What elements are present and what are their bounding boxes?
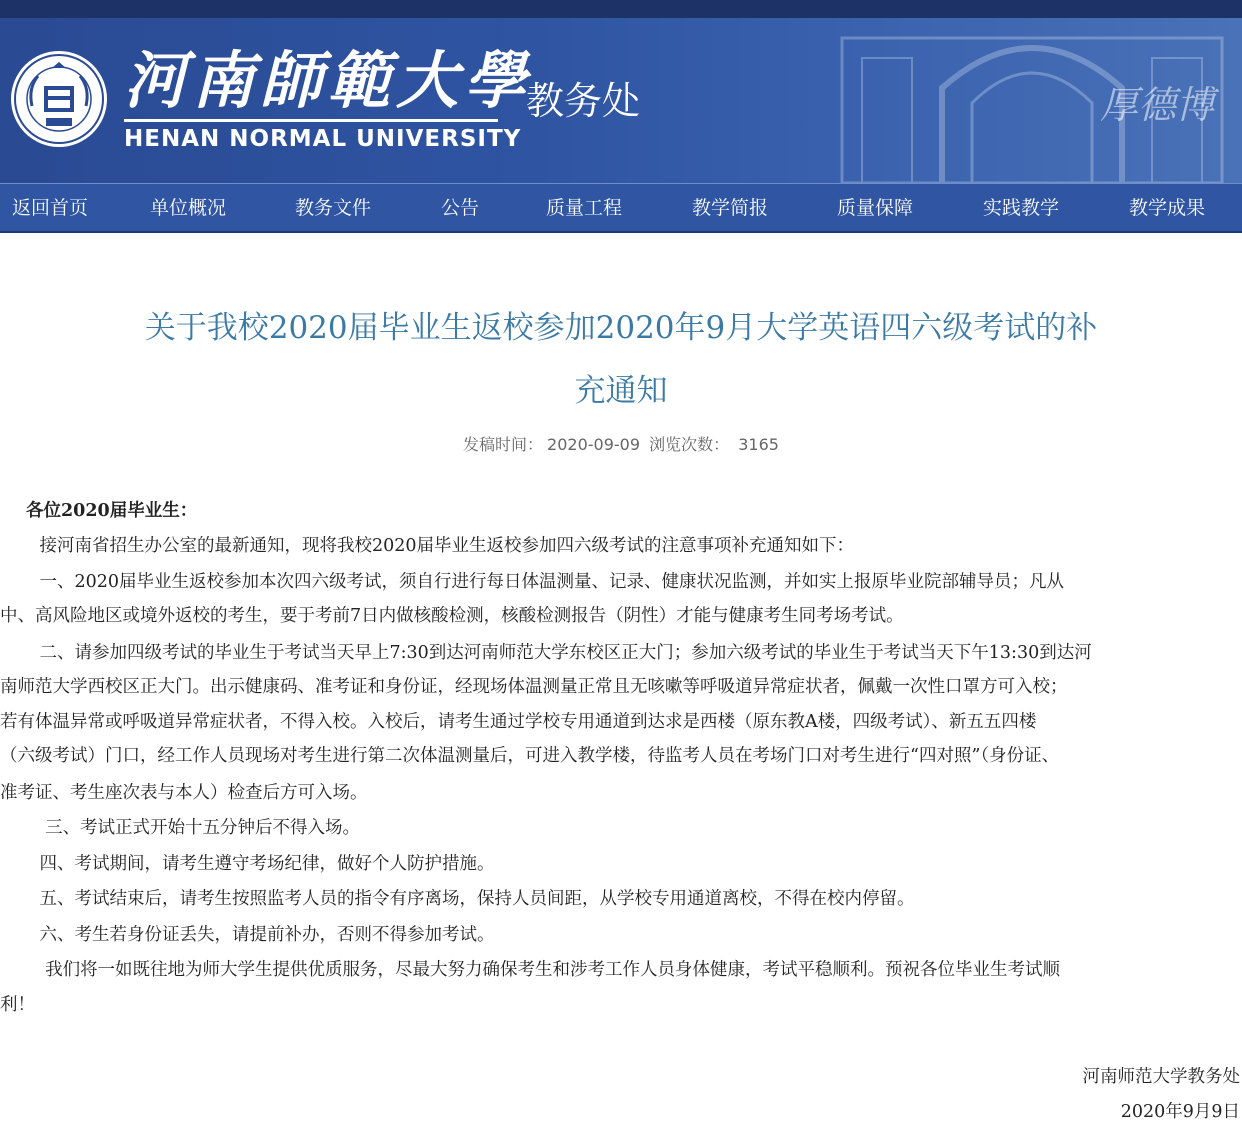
paragraph-2-line-5: 准考证、考生座次表与本人）检查后方可入场。 <box>0 783 368 803</box>
nav-item-home[interactable]: 返回首页 <box>12 197 89 219</box>
paragraph-2-line-4: （六级考试）门口，经工作人员现场对考生进行第二次体温测量后，可进入教学楼，待监考人员在考场门口对考生进行“四对照”（身份证、 <box>0 746 1060 766</box>
department-name: 教务处 <box>526 79 641 123</box>
nav-item-announcements[interactable]: 公告 <box>441 197 480 219</box>
top-strip <box>0 0 1242 18</box>
greeting: 各位2020届毕业生： <box>26 501 198 521</box>
publish-date-label: 发稿时间： <box>463 435 544 454</box>
paragraph-intro: 接河南省招生办公室的最新通知，现将我校2020届毕业生返校参加四六级考试的注意事项补充通知如下： <box>22 536 855 556</box>
university-logo-chinese: 河南師範大學 <box>124 44 533 117</box>
article-meta <box>0 433 1242 457</box>
closing-line-2: 利！ <box>0 995 35 1015</box>
paragraph-3: 三、考试正式开始十五分钟后不得入场。 <box>22 818 361 838</box>
paragraph-2-line-1: 二、请参加四级考试的毕业生于考试当天早上7:30到达河南师范大学东校区正大门；参加六级考试的毕业生于考试当天下午13:30到达河 <box>22 643 1092 663</box>
nav-item-quality-assurance[interactable]: 质量保障 <box>837 197 914 219</box>
closing-line-1: 我们将一如既往地为师大学生提供优质服务，尽最大努力确保考生和涉考工作人员身体健康，考试平稳顺利。预祝各位毕业生考试顺 <box>22 960 1061 980</box>
nav-item-teaching-bulletin[interactable]: 教学简报 <box>692 197 769 219</box>
paragraph-1-line-1: 一、2020届毕业生返校参加本次四六级考试，须自行进行每日体温测量、记录、健康状况监测，并如实上报原毕业院部辅导员；凡从 <box>22 572 1065 592</box>
paragraph-4: 四、考试期间，请考生遵守考场纪律，做好个人防护措施。 <box>22 854 495 874</box>
nav-item-overview[interactable]: 单位概况 <box>150 197 227 219</box>
signature: 河南师范大学教务处 <box>1082 1067 1240 1087</box>
paragraph-1-line-2: 中、高风险地区或境外返校的考生，要于考前7日内做核酸检测，核酸检测报告（阴性）才能与健康考生同考场考试。 <box>0 606 904 626</box>
university-logo-english: HENAN NORMAL UNIVERSITY <box>124 126 522 152</box>
paragraph-2-line-3: 若有体温异常或呼吸道异常症状者，不得入校。入校后，请考生通过学校专用通道到达求是西楼（原东教A楼，四级考试）、新五五四楼 <box>0 712 1037 732</box>
article-title-line-1: 关于我校2020届毕业生返校参加2020年9月大学英语四六级考试的补 <box>144 310 1098 346</box>
publish-date: 2020-09-09 <box>547 435 641 454</box>
view-count: 3165 <box>738 435 779 454</box>
paragraph-2-line-2: 南师范大学西校区正大门。出示健康码、准考证和身份证，经现场体温测量正常且无咳嗽等呼吸道异常症状者，佩戴一次性口罩方可入校； <box>0 677 1068 697</box>
header-banner <box>0 18 1242 183</box>
view-count-label: 浏览次数： <box>649 435 730 454</box>
main-nav <box>0 183 1242 233</box>
logo-divider <box>124 119 498 122</box>
nav-item-documents[interactable]: 教务文件 <box>295 197 372 219</box>
article-title-line-2: 充通知 <box>574 373 668 409</box>
motto-text: 厚德博 <box>1100 83 1215 127</box>
nav-item-teaching-achievements[interactable]: 教学成果 <box>1129 197 1206 219</box>
university-seal-icon <box>8 48 110 150</box>
paragraph-5: 五、考试结束后，请考生按照监考人员的指令有序离场，保持人员间距，从学校专用通道离校，不得在校内停留。 <box>22 889 915 909</box>
nav-item-practice-teaching[interactable]: 实践教学 <box>983 197 1060 219</box>
nav-item-quality-engineering[interactable]: 质量工程 <box>546 197 623 219</box>
sign-date: 2020年9月9日 <box>1120 1102 1240 1122</box>
paragraph-6: 六、考生若身份证丢失，请提前补办，否则不得参加考试。 <box>22 925 495 945</box>
